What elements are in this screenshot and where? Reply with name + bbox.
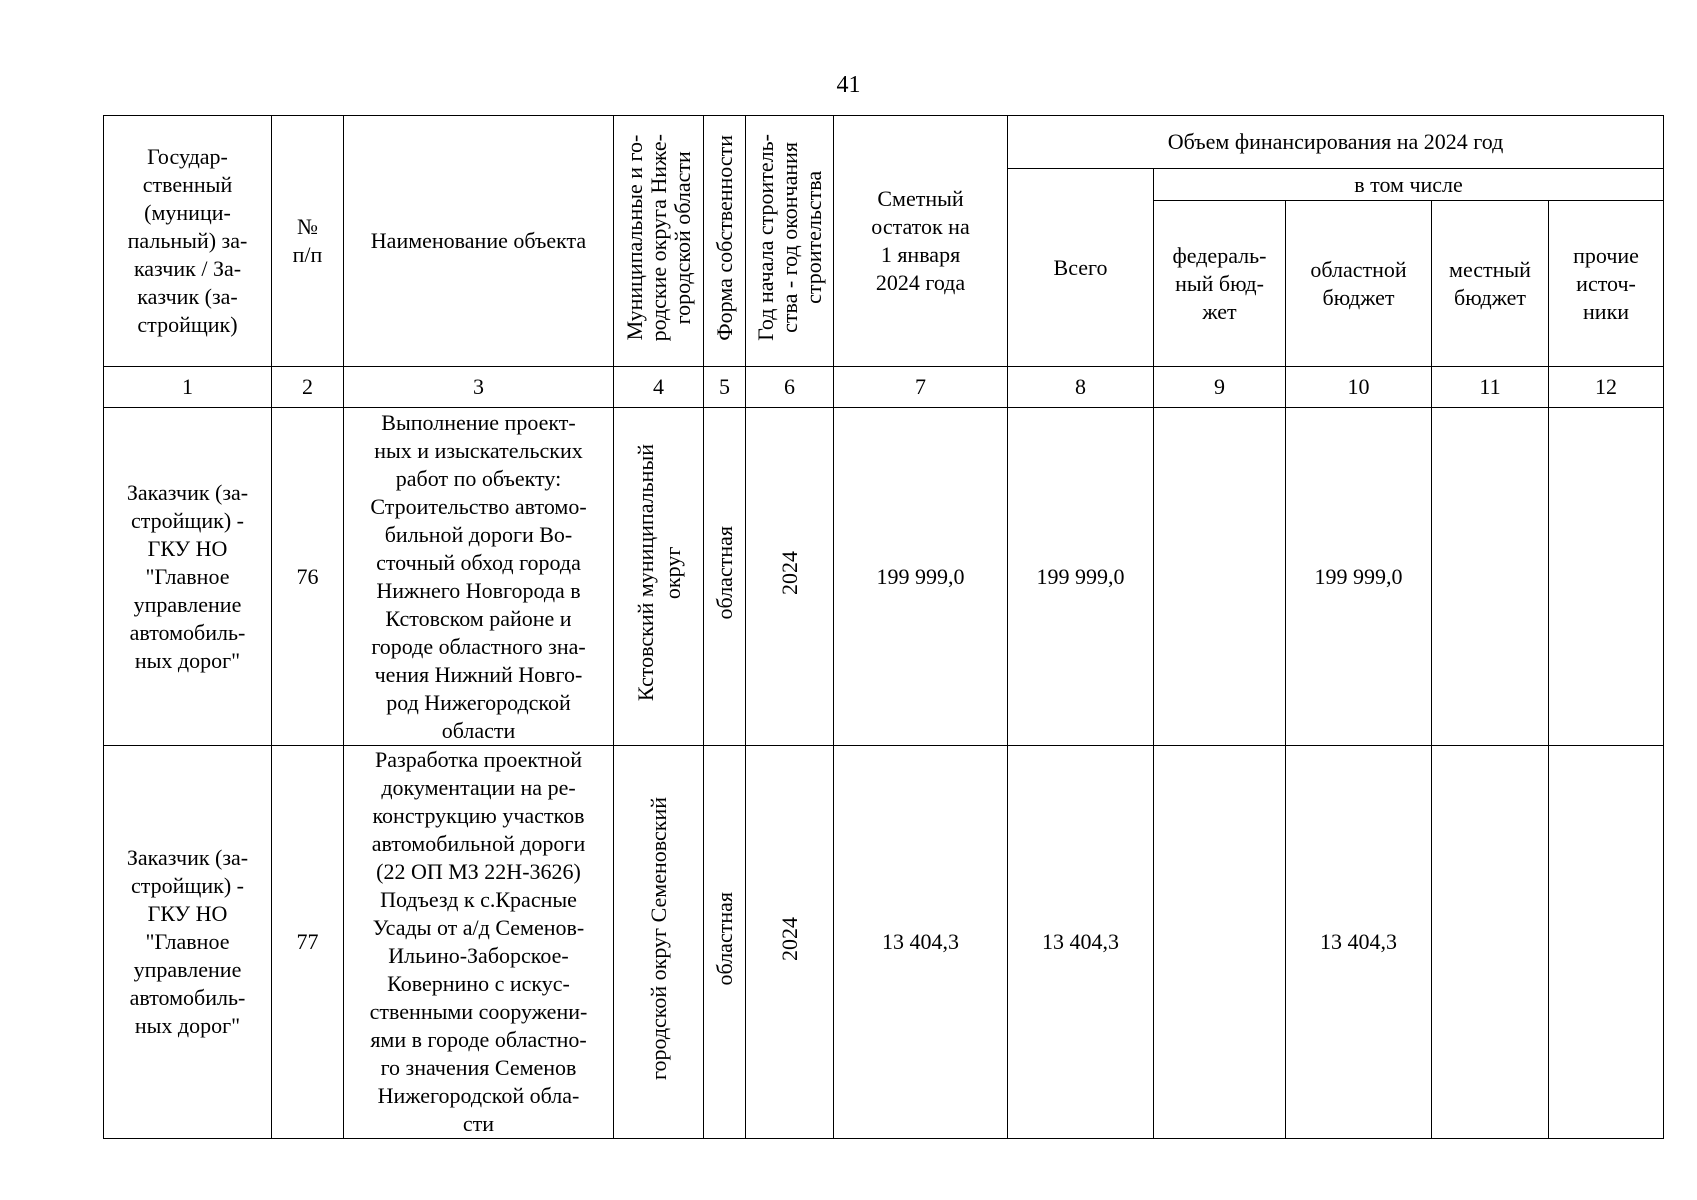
- row-customer: [104, 408, 272, 746]
- header-years: [746, 116, 834, 367]
- row-object-name: [344, 408, 614, 746]
- column-number: 5: [704, 367, 746, 408]
- row-regional: 199 999,0: [1286, 408, 1432, 746]
- row-local: [1432, 408, 1549, 746]
- row-customer: [104, 746, 272, 1139]
- row-years-text: 2024: [777, 916, 802, 961]
- column-number: 4: [614, 367, 704, 408]
- row-estimate-balance: 13 404,3: [834, 746, 1008, 1139]
- investment-table: [103, 115, 1664, 1139]
- column-number: 12: [1549, 367, 1664, 408]
- row-local: [1432, 746, 1549, 1139]
- row-regional: 13 404,3: [1286, 746, 1432, 1139]
- row-other: [1549, 746, 1664, 1139]
- header-object-name-text: Наименование объекта: [370, 228, 587, 253]
- row-customer-text: Заказчик (за- стройщик) - ГКУ НО "Главное управление автомобиль- ных дорог": [126, 845, 249, 1038]
- row-municipality: [614, 408, 704, 746]
- row-ownership-text: областная: [712, 891, 737, 986]
- row-total: 13 404,3: [1008, 746, 1154, 1139]
- column-number: 11: [1432, 367, 1549, 408]
- header-seq-no-text: № п/п: [292, 214, 323, 267]
- header-estimate-balance-text: Сметный остаток на 1 января 2024 года: [871, 186, 970, 295]
- column-number: 2: [272, 367, 344, 408]
- row-customer-text: Заказчик (за- стройщик) - ГКУ НО "Главное управление автомобиль- ных дорог": [126, 479, 249, 673]
- header-total: [1008, 169, 1154, 367]
- header-other: [1549, 201, 1664, 367]
- row-seq-no: 77: [272, 746, 344, 1139]
- row-seq-no: 76: [272, 408, 344, 746]
- header-total-text: Всего: [1053, 254, 1108, 280]
- header-federal: [1154, 201, 1286, 367]
- header-funding-group: [1008, 116, 1664, 169]
- header-object-name: [344, 116, 614, 367]
- header-regional-text: областной бюджет: [1310, 256, 1407, 310]
- row-object-name-text: Выполнение проект- ных и изыскательских работ по объекту: Строительство автомо- бильной дороги Во- сточный обход города Нижнего Новгорода в Кстовском районе и городе областного зна- чения Нижний Новго- род Нижегородской области: [370, 409, 587, 743]
- column-number: 7: [834, 367, 1008, 408]
- row-years-text: 2024: [777, 551, 802, 595]
- column-number: 10: [1286, 367, 1432, 408]
- row-ownership: [704, 746, 746, 1139]
- header-federal-text: федераль- ный бюд- жет: [1172, 242, 1267, 324]
- header-other-text: прочие источ- ники: [1573, 242, 1639, 324]
- row-other: [1549, 408, 1664, 746]
- column-number: 8: [1008, 367, 1154, 408]
- row-years: [746, 408, 834, 746]
- row-municipality: [614, 746, 704, 1139]
- column-numbers-row: [104, 367, 1664, 408]
- header-local: [1432, 201, 1549, 367]
- header-seq-no: [272, 116, 344, 367]
- row-municipality-text: Кстовский муниципальный округ: [632, 444, 685, 702]
- column-number: 6: [746, 367, 834, 408]
- header-local-text: местный бюджет: [1449, 256, 1531, 310]
- row-municipality-text: городской округ Семеновский: [646, 797, 671, 1080]
- row-federal: [1154, 746, 1286, 1139]
- row-object-name-text: Разработка проектной документации на ре- конструкцию участков автомобильной дороги (22 ОП МЗ 22Н-3626) Подъезд к с.Красные Усады от а/д Семенов- Ильино-Заборское- Ковернино с искус- ственными сооружени- ями в городе областно- го значения Семенов Нижегородской обла- сти: [369, 747, 588, 1136]
- header-ownership-text: Форма собственности: [711, 134, 737, 341]
- header-including: [1154, 169, 1664, 201]
- header-funding-group-text: Объем финансирования на 2024 год: [1167, 129, 1504, 154]
- row-ownership-text: областная: [712, 526, 737, 620]
- header-municipality: [614, 116, 704, 367]
- header-regional: [1286, 201, 1432, 367]
- table-row: [104, 408, 1664, 746]
- row-object-name: [344, 746, 614, 1139]
- header-including-text: в том числе: [1354, 171, 1463, 197]
- column-number: 3: [344, 367, 614, 408]
- header-customer-text: Государ- ственный (муници- пальный) за- казчик / За- казчик (за- стройщик): [127, 144, 248, 337]
- header-ownership: [704, 116, 746, 367]
- column-number: 9: [1154, 367, 1286, 408]
- row-total: 199 999,0: [1008, 408, 1154, 746]
- column-number: 1: [104, 367, 272, 408]
- header-municipality-text: Муниципальные и го- родские округа Ниже- городской области: [621, 133, 695, 342]
- row-years: [746, 746, 834, 1139]
- row-federal: [1154, 408, 1286, 746]
- header-customer: [104, 116, 272, 367]
- header-row-1: [104, 116, 1664, 169]
- header-estimate-balance: [834, 116, 1008, 367]
- table-row: [104, 746, 1664, 1139]
- header-years-text: Год начала строитель- ства - год окончания строительства: [752, 134, 826, 341]
- row-ownership: [704, 408, 746, 746]
- row-estimate-balance: 199 999,0: [834, 408, 1008, 746]
- page-number: 41: [836, 72, 861, 98]
